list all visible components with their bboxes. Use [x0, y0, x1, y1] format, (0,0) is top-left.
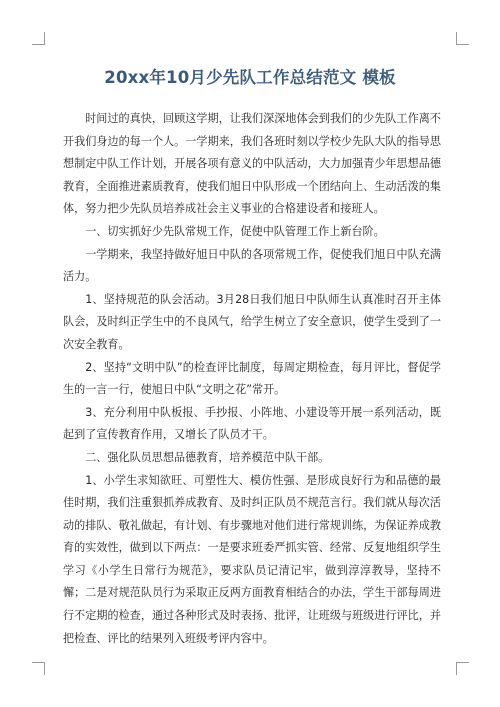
- paragraph: 一学期来，我坚持做好旭日中队的各项常规工作，促使我们旭日中队充满活力。: [63, 247, 441, 284]
- paragraph-intro: 时间过的真快，回顾这学期，让我们深深地体会到我们的少先队工作离不开我们身边的每一个人。一学期来，我们各班时刻以学校少先队大队的指导思想制定中队工作计划，开展各项有意义的中队活动，大力加强青少年思想品德教育，全面推进素质教育，使我们旭日中队形成一个团结向上、生动活泼的集体，努力把少先队员培养成社会主义事业的合格建设者和接班人。: [63, 112, 441, 216]
- crop-mark-top-left: [32, 32, 45, 45]
- document-body: [63, 108, 441, 650]
- crop-mark-bottom-right: [456, 662, 469, 675]
- list-item: 1、坚持规范的队会活动。3月28日我们旭日中队师生认真准时召开主体队会，及时纠正学生中的不良风气，给学生树立了安全意识，使学生受到了一次安全教育。: [63, 292, 441, 351]
- crop-mark-top-right: [456, 32, 469, 45]
- list-item: 1、小学生求知欲旺、可塑性大、模仿性强、是形成良好行为和品德的最佳时期，我们注重狠抓养成教育、及时纠正队员不规范言行。我们就从每次活动的排队、敬礼做起，有计划、有步骤地对他们进行常规训练，为保证养成教育的实效性，做到以下两点：一是要求班委严抓实管、经常、反复地组织学生学习《小学生日常行为规范》，要求队员记清记牢，做到淳淳教导，坚持不懈；二是对规范队员行为采取正反两方面教育相结合的办法，学生干部每周进行不定期的检查，通过各种形式及时表扬、批评，让班级与班级进行评比，并把检查、评比的结果列入班级考评内容中。: [63, 473, 441, 645]
- list-item: 2、坚持“文明中队”的检查评比制度，每周定期检查，每月评比，督促学生的一言一行，使旭日中队“文明之花”常开。: [63, 360, 441, 397]
- list-item: 3、充分利用中队板报、手抄报、小阵地、小建设等开展一系列活动，既起到了宣传教育作用，又增长了队员才干。: [63, 405, 441, 442]
- section-heading-1: 一、切实抓好少先队常规工作，促使中队管理工作上新台阶。: [85, 224, 385, 238]
- document-title: 20xx年10月少先队工作总结范文 模板: [104, 68, 396, 87]
- crop-mark-bottom-left: [32, 662, 45, 675]
- section-heading-2: 二、强化队员思想品德教育，培养模范中队干部。: [85, 450, 330, 464]
